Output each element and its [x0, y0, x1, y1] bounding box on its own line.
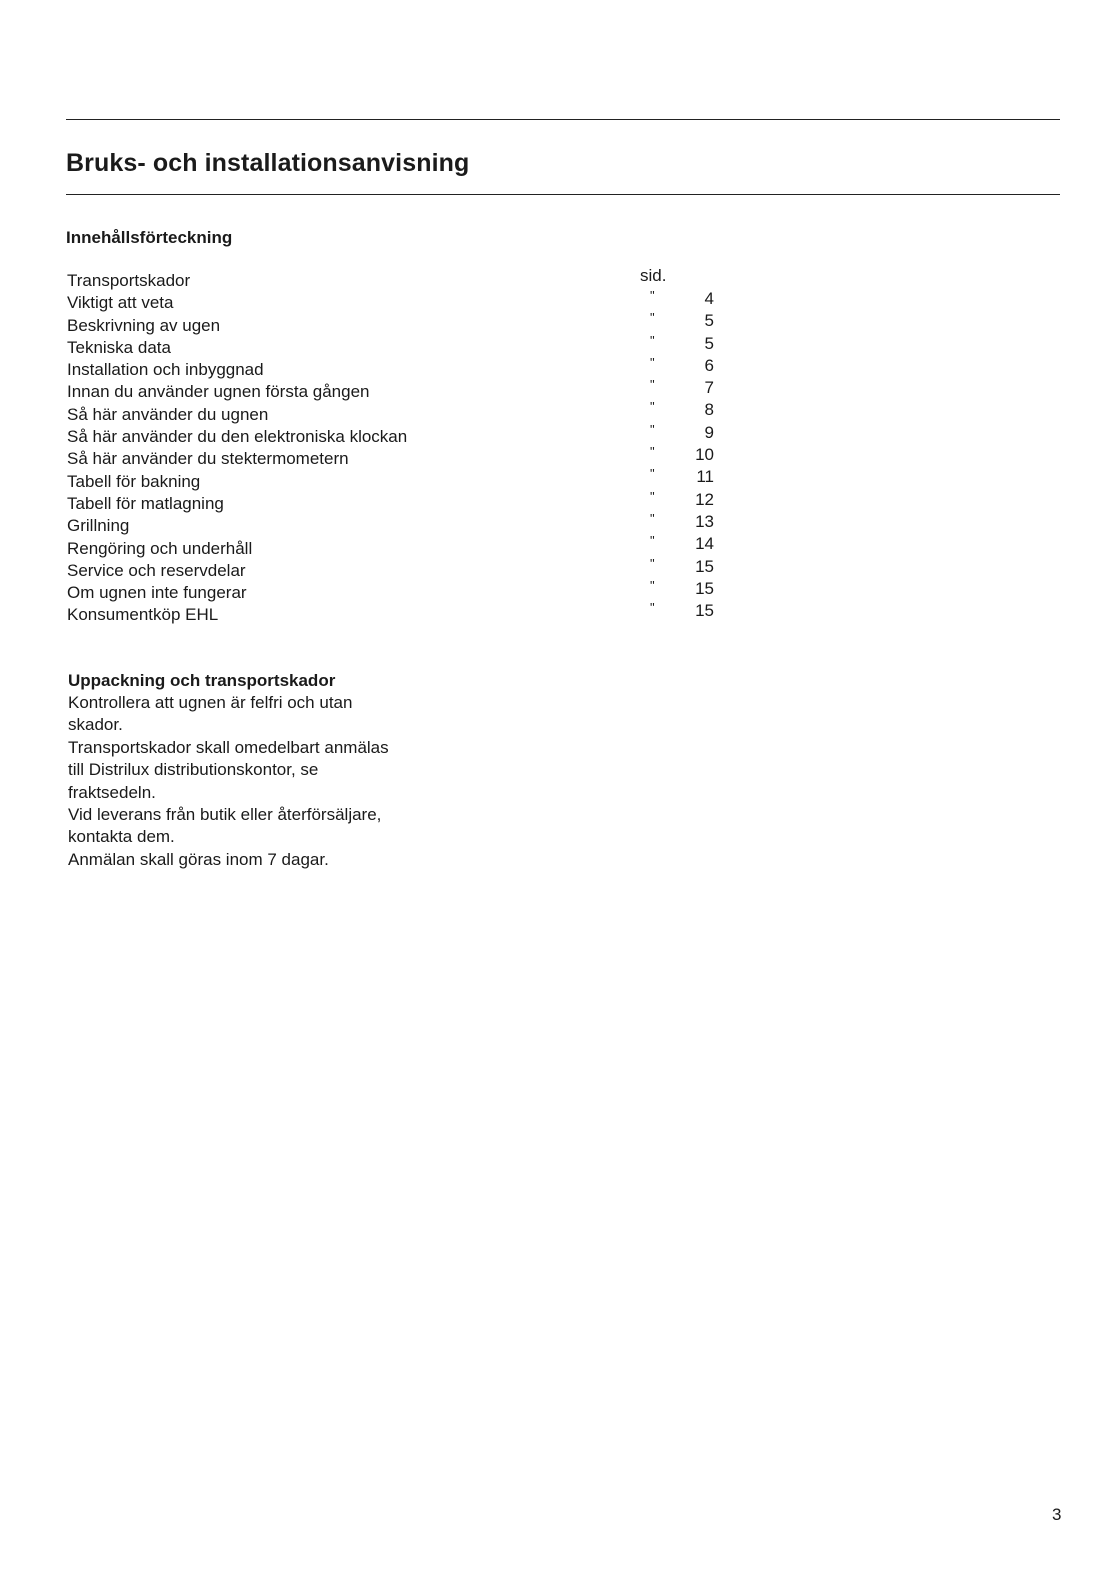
toc-page-number: 15	[695, 556, 714, 576]
section-line: Kontrollera att ugnen är felfri och utan	[68, 693, 353, 712]
section-line: Anmälan skall göras inom 7 dagar.	[68, 849, 329, 869]
top-rule	[66, 119, 1060, 120]
section-line: Transportskador skall omedelbart anmälas	[68, 737, 389, 757]
section-line: fraktsedeln.	[68, 782, 156, 802]
toc-entry-title: Installation och inbyggnad	[67, 360, 264, 380]
ditto-mark: "	[650, 310, 655, 326]
toc-entry-title: Så här använder du ugnen	[67, 404, 269, 424]
toc-page-number: 12	[695, 489, 714, 509]
ditto-mark: "	[650, 444, 655, 460]
toc-page-number: 4	[704, 289, 714, 308]
toc-title-list	[67, 270, 587, 627]
toc-page-number: 15	[695, 578, 714, 598]
toc-page-number: 5	[704, 333, 714, 353]
ditto-mark: "	[650, 577, 655, 593]
section-line: kontakta dem.	[68, 827, 175, 847]
toc-entry-title: Om ugnen inte fungerar	[67, 583, 247, 603]
ditto-mark: "	[650, 332, 655, 348]
toc-entry-title: Transportskador	[67, 271, 191, 290]
toc-page-label: sid.	[640, 266, 667, 285]
page-number: 3	[1052, 1505, 1062, 1524]
toc-page-number: 14	[695, 534, 714, 554]
ditto-mark: "	[650, 288, 655, 303]
section-line: till Distrilux distributionskontor, se	[68, 760, 319, 780]
section-body	[68, 692, 468, 871]
toc-entry-title: Konsumentköp EHL	[67, 605, 219, 625]
toc-entry-title: Rengöring och underhåll	[67, 538, 253, 558]
document-title: Bruks- och installationsanvisning	[66, 149, 470, 177]
section-heading: Uppackning och transportskador	[68, 671, 336, 690]
toc-page-list	[640, 288, 730, 622]
toc-page-number: 15	[695, 601, 714, 621]
toc-entry-title: Tekniska data	[67, 337, 171, 357]
toc-page-number: 7	[704, 378, 714, 398]
toc-entry-title: Grillning	[67, 516, 130, 536]
ditto-mark: "	[650, 600, 655, 616]
toc-entry-title: Så här använder du den elektroniska klockan	[67, 427, 408, 447]
toc-entry-title: Service och reservdelar	[67, 560, 246, 580]
ditto-mark: "	[650, 421, 655, 437]
ditto-mark: "	[650, 399, 655, 415]
toc-page-number: 8	[704, 400, 714, 420]
toc-entry-title: Viktigt att veta	[67, 293, 174, 313]
toc-page-number: 13	[695, 511, 714, 531]
ditto-mark: "	[650, 354, 655, 370]
ditto-mark: "	[650, 466, 655, 482]
toc-page-number: 10	[695, 445, 714, 465]
toc-page-number: 11	[696, 467, 714, 487]
toc-entry-title: Så här använder du stektermometern	[67, 449, 349, 469]
ditto-mark: "	[650, 510, 655, 526]
title-bottom-rule	[66, 194, 1060, 195]
toc-entry-title: Tabell för matlagning	[67, 493, 224, 513]
toc-page-number: 6	[704, 355, 714, 375]
toc-entry-title: Beskrivning av ugen	[67, 315, 221, 335]
section-line: skador.	[68, 715, 123, 735]
unpacking-section	[68, 670, 468, 871]
toc-entry-title: Tabell för bakning	[67, 471, 201, 491]
ditto-mark: "	[650, 377, 655, 393]
toc-heading: Innehållsförteckning	[66, 228, 233, 247]
toc-page-number: 9	[704, 422, 714, 442]
ditto-mark: "	[650, 555, 655, 571]
toc-page-number: 5	[704, 311, 714, 331]
toc-page-row	[640, 600, 730, 622]
toc-entry-title: Innan du använder ugnen första gången	[67, 382, 370, 402]
section-line: Vid leverans från butik eller återförsäljare,	[68, 805, 382, 825]
ditto-mark: "	[650, 488, 655, 504]
ditto-mark: "	[650, 533, 655, 549]
